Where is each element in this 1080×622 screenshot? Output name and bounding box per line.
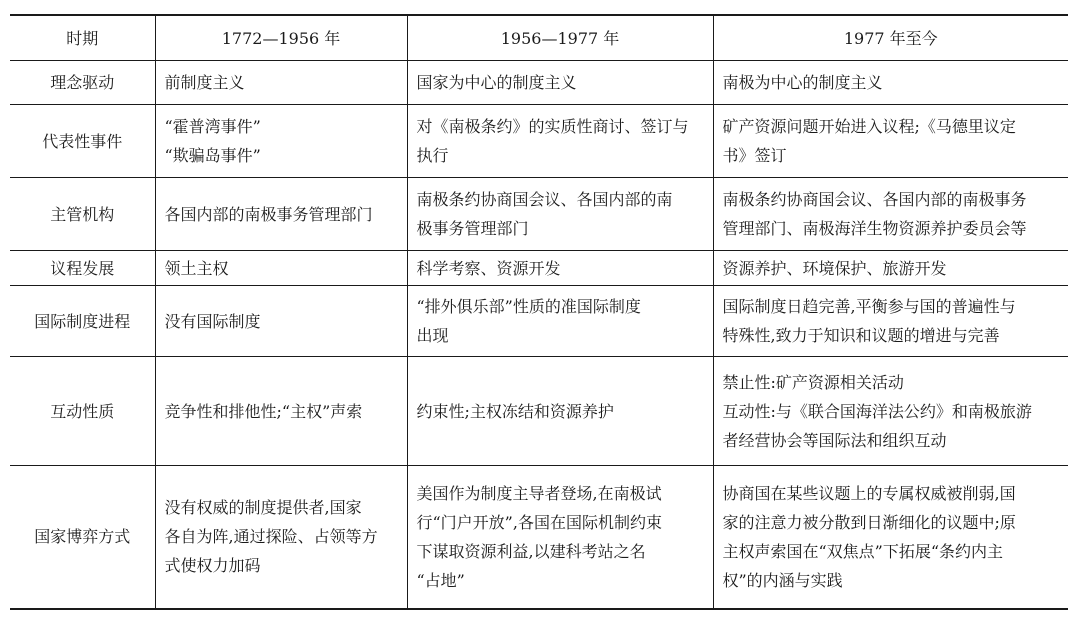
cell-line: 南极条约协商国会议、各国内部的南极事务	[722, 190, 1027, 209]
cell-line: 行“门户开放”,各国在国际机制约束	[416, 512, 662, 532]
row-label: 代表性事件	[42, 131, 123, 151]
cell-line: “欺骗岛事件”	[164, 146, 261, 165]
table-cell	[155, 286, 407, 357]
table-row	[10, 178, 1068, 251]
cell-line: 没有国际制度	[164, 311, 261, 331]
table-cell	[713, 466, 1068, 609]
cell-line: 书》签订	[722, 146, 787, 165]
cell-line: 管理部门、南极海洋生物资源养护委员会等	[722, 219, 1027, 238]
table-cell	[155, 357, 407, 466]
header-1772-1956: 1772—1956 年	[155, 15, 407, 61]
cell-line: 科学考察、资源开发	[416, 258, 561, 278]
cell-line: 者经营协会等国际法和组织互动	[722, 430, 947, 450]
cell-line: 各自为阵,通过探险、占领等方	[164, 527, 378, 547]
cell-line: 国际制度日趋完善,平衡参与国的普遍性与	[722, 297, 1016, 316]
cell-line: 南极条约协商国会议、各国内部的南	[416, 190, 673, 209]
table-row	[10, 357, 1068, 466]
cell-line: “霍普湾事件”	[164, 117, 261, 136]
cell-line: 没有权威的制度提供者,国家	[164, 498, 362, 518]
cell-line: 禁止性:矿产资源相关活动	[722, 372, 904, 392]
row-label: 国家博弈方式	[34, 527, 131, 547]
row-label: 国际制度进程	[34, 311, 131, 331]
table-cell	[407, 286, 713, 357]
table-cell	[407, 178, 713, 251]
table-cell	[155, 61, 407, 105]
table-row	[10, 286, 1068, 357]
header-1956-1977: 1956—1977 年	[407, 15, 713, 61]
cell-line: 约束性;主权冻结和资源养护	[416, 401, 614, 421]
table-row	[10, 105, 1068, 178]
cell-line: 主权声索国在“双焦点”下拓展“条约内主	[722, 541, 1004, 561]
table-cell	[407, 251, 713, 286]
table-cell	[155, 105, 407, 178]
row-label: 理念驱动	[50, 73, 115, 92]
comparison-table-container	[10, 14, 1068, 610]
table-cell	[713, 286, 1068, 357]
cell-line: 前制度主义	[164, 73, 245, 92]
row-label: 议程发展	[50, 258, 115, 278]
table-cell	[155, 178, 407, 251]
cell-line: 美国作为制度主导者登场,在南极试	[416, 483, 662, 503]
cell-line: 互动性:与《联合国海洋法公约》和南极旅游	[722, 401, 1032, 421]
header-period: 时期	[66, 28, 99, 48]
cell-line: 执行	[416, 146, 449, 165]
cell-line: 竞争性和排他性;“主权”声索	[164, 401, 363, 421]
cell-line: 下谋取资源利益,以建科考站之名	[416, 541, 646, 561]
cell-line: 协商国在某些议题上的专属权威被削弱,国	[722, 483, 1016, 503]
cell-line: 领土主权	[164, 258, 229, 278]
cell-line: 出现	[416, 326, 449, 345]
table-header-row	[10, 15, 1068, 61]
table-cell	[407, 105, 713, 178]
cell-line: 资源养护、环境保护、旅游开发	[722, 258, 947, 278]
cell-line: 对《南极条约》的实质性商讨、签订与	[416, 117, 689, 136]
table-cell	[155, 466, 407, 609]
cell-line: 式使权力加码	[164, 556, 261, 576]
table-row	[10, 61, 1068, 105]
cell-line: 特殊性,致力于知识和议题的增进与完善	[722, 326, 1000, 345]
cell-line: 矿产资源问题开始进入议程;《马德里议定	[722, 117, 1016, 136]
antarctic-governance-table	[10, 14, 1068, 610]
table-cell	[713, 105, 1068, 178]
table-cell	[407, 61, 713, 105]
cell-line: 权”的内涵与实践	[722, 570, 843, 590]
table-cell	[713, 357, 1068, 466]
cell-line: 各国内部的南极事务管理部门	[164, 204, 373, 224]
cell-line: 极事务管理部门	[416, 219, 529, 238]
table-row	[10, 251, 1068, 286]
table-cell	[713, 61, 1068, 105]
cell-line: 国家为中心的制度主义	[416, 73, 577, 92]
header-1977-present: 1977 年至今	[713, 15, 1068, 61]
table-cell	[713, 178, 1068, 251]
table-row	[10, 466, 1068, 609]
row-label: 主管机构	[50, 204, 115, 224]
cell-line: 南极为中心的制度主义	[722, 73, 883, 92]
cell-line: “排外俱乐部”性质的准国际制度	[416, 297, 641, 316]
table-cell	[407, 357, 713, 466]
table-cell	[713, 251, 1068, 286]
cell-line: “占地”	[416, 570, 465, 590]
table-cell	[407, 466, 713, 609]
table-cell	[155, 251, 407, 286]
cell-line: 家的注意力被分散到日渐细化的议题中;原	[722, 512, 1016, 532]
row-label: 互动性质	[50, 401, 115, 421]
